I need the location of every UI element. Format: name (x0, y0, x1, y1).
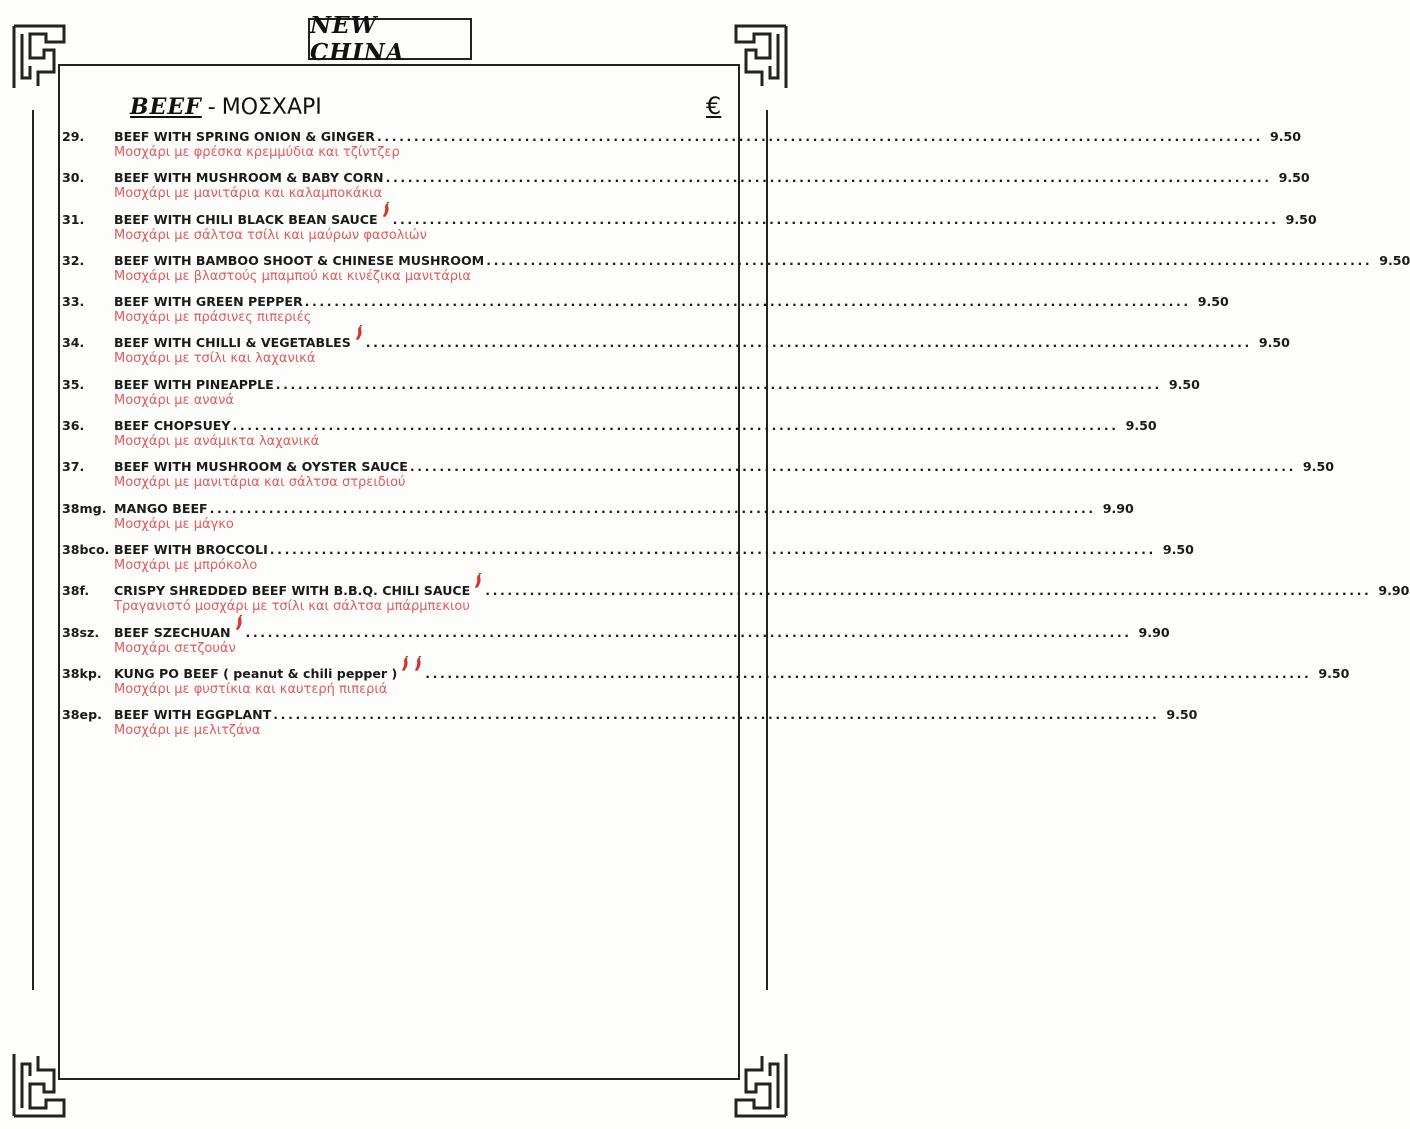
item-name: BEEF WITH GREEN PEPPER (114, 294, 303, 310)
item-description-greek: Μοσχάρι με τσίλι και λαχανικά (114, 351, 316, 367)
menu-item (62, 413, 1157, 454)
item-number: 29. (62, 129, 85, 144)
dot-leader: ........................................................................................................................ (275, 376, 1162, 392)
item-name: MANGO BEEF (114, 500, 208, 516)
item-description-greek: Μοσχάρι με πράσινες πιπεριές (114, 310, 312, 326)
menu-item (62, 537, 1194, 578)
item-name: BEEF WITH MUSHROOM & OYSTER SAUCE (114, 459, 408, 475)
item-price: 9.50 (1197, 294, 1229, 310)
chili-icon (413, 656, 423, 675)
menu-item-line (62, 578, 1410, 599)
item-number: 38bco. (62, 541, 110, 557)
item-description-greek: Μοσχάρι με μελιτζάνα (114, 723, 261, 739)
item-number: 33. (62, 294, 85, 310)
left-border-line (32, 110, 34, 990)
menu-item-line (62, 289, 1229, 310)
item-number: 34. (62, 335, 85, 351)
menu-item-line (62, 330, 1290, 351)
menu-item (62, 702, 1198, 743)
dot-leader: ........................................................................................................................ (232, 418, 1119, 434)
item-price: 9.90 (1102, 500, 1134, 516)
item-price: 9.50 (1166, 707, 1198, 723)
item-price: 9.50 (1125, 418, 1157, 434)
menu-item (62, 248, 1410, 289)
menu-item-line (62, 661, 1350, 681)
item-name: BEEF WITH MUSHROOM & BABY CORN (114, 170, 384, 186)
item-description-greek: Μοσχάρι με φρέσκα κρεμμύδια και τζίντζερ (114, 145, 400, 160)
dot-leader: ........................................................................................................................ (392, 211, 1279, 227)
item-number: 37. (62, 459, 85, 475)
item-name: BEEF WITH SPRING ONION & GINGER (114, 129, 375, 144)
menu-item-line (62, 496, 1134, 516)
menu-item-line (62, 248, 1410, 268)
menu-item (62, 165, 1310, 206)
item-description-greek: Μοσχάρι με μανιτάρια και σάλτσα στρειδιού (114, 475, 406, 491)
corner-ornament-top-right (730, 22, 790, 92)
menu-item (62, 289, 1229, 330)
item-price: 9.50 (1168, 376, 1200, 392)
item-name: BEEF WITH EGGPLANT (114, 707, 272, 723)
section-title-en: BEEF (130, 94, 202, 120)
item-price: 9.50 (1278, 170, 1310, 186)
item-price: 9.90 (1138, 624, 1170, 640)
item-name: BEEF SZECHUAN (114, 624, 231, 640)
item-name: CRISPY SHREDDED BEEF WITH B.B.Q. CHILI SAUCE (114, 583, 471, 599)
menu-item-line (62, 702, 1198, 723)
item-number: 38sz. (62, 624, 100, 640)
item-number: 38kp. (62, 665, 102, 681)
item-name: BEEF WITH CHILI BLACK BEAN SAUCE (114, 211, 378, 227)
dot-leader: ........................................................................................................................ (209, 500, 1096, 516)
dot-leader: ........................................................................................................................ (269, 541, 1156, 557)
item-name: BEEF CHOPSUEY (114, 418, 231, 434)
menu-item (62, 330, 1290, 371)
item-number: 38mg. (62, 500, 107, 516)
section-title (130, 94, 322, 120)
item-description-greek: Μοσχάρι με μανιτάρια και καλαμποκάκια (114, 186, 383, 202)
menu-item-line (62, 124, 1302, 144)
item-description-greek: Μοσχάρι σετζουάν (114, 640, 236, 656)
menu-item-line (62, 413, 1157, 434)
dot-leader: ........................................................................................................................ (304, 294, 1191, 310)
item-price: 9.50 (1379, 252, 1410, 268)
menu-item-line (62, 207, 1317, 227)
item-name: BEEF WITH CHILLI & VEGETABLES (114, 335, 351, 351)
dot-leader: ........................................................................................................................ (273, 707, 1160, 723)
item-name: KUNG PO BEEF ( peanut & chili pepper ) (114, 665, 398, 681)
item-name: BEEF WITH PINEAPPLE (114, 376, 274, 392)
chili-icon (400, 656, 410, 675)
item-description-greek: Μοσχάρι με βλαστούς μπαμπού και κινέζικα μανιτάρια (114, 268, 471, 284)
dot-leader: ........................................................................................................................ (425, 665, 1312, 681)
menu-item-line (62, 537, 1194, 557)
section-title-separator: - (207, 95, 216, 120)
item-price: 9.50 (1285, 211, 1317, 227)
chili-icon (234, 615, 244, 634)
item-description-greek: Μοσχάρι με ανάμικτα λαχανικά (114, 434, 320, 450)
item-price: 9.50 (1302, 459, 1334, 475)
item-description-greek: Τραγανιστό μοσχάρι με τσίλι και σάλτσα μπάρμπεκιου (114, 599, 470, 615)
menu-item-line (62, 372, 1200, 392)
item-name: BEEF WITH BAMBOO SHOOT & CHINESE MUSHROOM (114, 252, 485, 268)
restaurant-logo (308, 12, 472, 66)
menu-item (62, 661, 1350, 702)
menu-item (62, 496, 1134, 537)
dot-leader: ........................................................................................................................ (245, 624, 1132, 640)
menu-item (62, 454, 1334, 495)
item-description-greek: Μοσχάρι με μπρόκολο (114, 557, 258, 573)
currency-symbol: € (706, 92, 722, 120)
item-price: 9.90 (1378, 583, 1410, 599)
chili-icon (473, 573, 483, 592)
item-price: 9.50 (1258, 335, 1290, 351)
menu-item (62, 372, 1200, 413)
chili-icon (381, 202, 391, 221)
item-description-greek: Μοσχάρι με μάγκο (114, 516, 234, 532)
restaurant-name: NEW CHINA (310, 12, 405, 66)
item-number: 31. (62, 211, 85, 227)
menu-item-line (62, 454, 1334, 475)
item-description-greek: Μοσχάρι με ανανά (114, 392, 234, 408)
dot-leader: ........................................................................................................................ (409, 459, 1296, 475)
menu-item (62, 207, 1317, 248)
item-number: 32. (62, 252, 85, 268)
dot-leader: ........................................................................................................................ (385, 170, 1272, 186)
item-number: 36. (62, 418, 85, 434)
dot-leader: ........................................................................................................................ (376, 129, 1264, 144)
corner-ornament-bottom-left (10, 1050, 70, 1120)
menu-item (62, 620, 1170, 661)
item-price: 9.50 (1270, 129, 1302, 144)
corner-ornament-bottom-right (730, 1050, 790, 1120)
item-description-greek: Μοσχάρι με σάλτσα τσίλι και μαύρων φασολιών (114, 227, 427, 243)
menu-item-line (62, 620, 1170, 640)
item-number: 30. (62, 170, 85, 186)
section-title-gr: ΜΟΣΧΑΡΙ (221, 95, 322, 120)
dot-leader: ........................................................................................................................ (485, 583, 1372, 599)
menu-list (62, 124, 1410, 743)
item-description-greek: Μοσχάρι με φυστίκια και καυτερή πιπεριά (114, 681, 388, 697)
item-price: 9.50 (1318, 665, 1350, 681)
dot-leader: ........................................................................................................................ (486, 252, 1373, 268)
item-price: 9.50 (1162, 541, 1194, 557)
item-number: 35. (62, 376, 85, 392)
item-name: BEEF WITH BROCCOLI (114, 541, 268, 557)
menu-item (62, 578, 1410, 619)
item-number: 38f. (62, 583, 90, 599)
menu-item-line (62, 165, 1310, 186)
chili-icon (354, 325, 364, 344)
dot-leader: ........................................................................................................................ (365, 335, 1252, 351)
menu-item (62, 124, 1302, 165)
corner-ornament-top-left (10, 22, 70, 92)
item-number: 38ep. (62, 707, 102, 723)
